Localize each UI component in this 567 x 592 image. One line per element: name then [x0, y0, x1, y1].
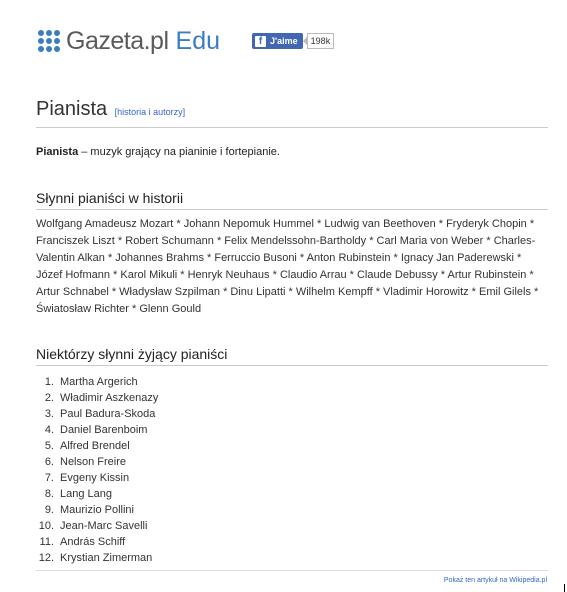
list-item — [36, 534, 158, 550]
list-item-number: 7. — [44, 472, 54, 484]
list-item-name: Maurizio Pollini — [60, 504, 134, 516]
list-item — [36, 390, 158, 406]
list-item-number: 3. — [44, 408, 54, 420]
list-item-number: 12. — [38, 552, 54, 564]
list-item-number: 6. — [44, 456, 54, 468]
list-item-number: 2. — [44, 392, 54, 404]
like-button[interactable] — [252, 33, 303, 49]
like-count: 198k — [307, 33, 335, 49]
list-item-name: Alfred Brendel — [60, 440, 130, 452]
logo-text[interactable]: Gazeta.pl — [66, 26, 169, 55]
list-item — [36, 470, 158, 486]
list-item-name: Krystian Zimerman — [60, 552, 153, 564]
list-item — [36, 486, 158, 502]
list-item-number: 10. — [38, 520, 54, 532]
intro-paragraph — [36, 146, 280, 158]
list-item-name: Lang Lang — [60, 488, 112, 500]
facebook-icon: f — [255, 36, 266, 47]
list-item — [36, 422, 158, 438]
facebook-like-widget — [252, 33, 334, 49]
list-item — [36, 374, 158, 390]
section-heading-living: Niektórzy słynni żyjący pianiści — [36, 346, 548, 366]
list-item — [36, 550, 158, 566]
wikipedia-link[interactable]: Pokaż ten artykuł na Wikipedia.pl — [443, 577, 547, 584]
page-title: Pianista — [36, 98, 108, 120]
list-item-number: 4. — [44, 424, 54, 436]
title-row — [36, 98, 548, 128]
gazeta-logo-icon[interactable] — [38, 30, 60, 52]
living-pianists-list — [36, 374, 158, 566]
logo-edu[interactable]: Edu — [175, 26, 220, 55]
list-item-number: 5. — [44, 440, 54, 452]
list-item-name: András Schiff — [60, 536, 126, 548]
list-item-number: 1. — [44, 376, 54, 388]
famous-pianists-text: Wolfgang Amadeusz Mozart * Johann Nepomuk Hummel * Ludwig van Beethoven * Fryderyk Chopin * Franciszek Liszt * Robert Schumann * Felix Mendelssohn-Bartholdy * Carl Maria von Weber * Charles-Valentin Alkan * Johannes Brahms * Ferruccio Busoni * Anton Rubinstein * Ignacy Jan Paderewski * Józef Hofmann * Karol Mikuli * Henryk Neuhaus * Claudio Arrau * Claude Debussy * Artur Rubinstein * Artur Schnabel * Władysław Szpilman * Dinu Lipatti * Wilhelm Kempff * Vladimir Horowitz * Emil Gilels * Światosław Richter * Glenn Gould — [36, 218, 539, 315]
intro-definition: – muzyk grający na pianinie i fortepianie. — [78, 146, 280, 158]
list-item-number: 11. — [39, 536, 54, 548]
list-item — [36, 502, 158, 518]
list-item-number: 8. — [44, 488, 54, 500]
text-cursor — [564, 584, 565, 592]
list-item-name: Jean-Marc Savelli — [60, 520, 148, 532]
list-item — [36, 406, 158, 422]
list-item-name: Evgeny Kissin — [60, 472, 130, 484]
list-item-name: Martha Argerich — [60, 376, 138, 388]
site-header — [38, 26, 334, 56]
intro-term: Pianista — [36, 146, 79, 158]
list-item-name: Władimir Aszkenazy — [60, 392, 159, 404]
list-item — [36, 454, 158, 470]
like-label: J'aime — [270, 36, 298, 46]
history-link[interactable]: [historia i autorzy] — [114, 107, 186, 117]
section-heading-famous: Słynni pianiści w historii — [36, 190, 548, 210]
list-item — [36, 438, 158, 454]
list-item — [36, 518, 158, 534]
footer-divider — [36, 570, 548, 571]
list-item-number: 9. — [44, 504, 54, 516]
list-item-name: Nelson Freire — [60, 456, 127, 468]
list-item-name: Daniel Barenboim — [60, 424, 148, 436]
list-item-name: Paul Badura-Skoda — [60, 408, 156, 420]
